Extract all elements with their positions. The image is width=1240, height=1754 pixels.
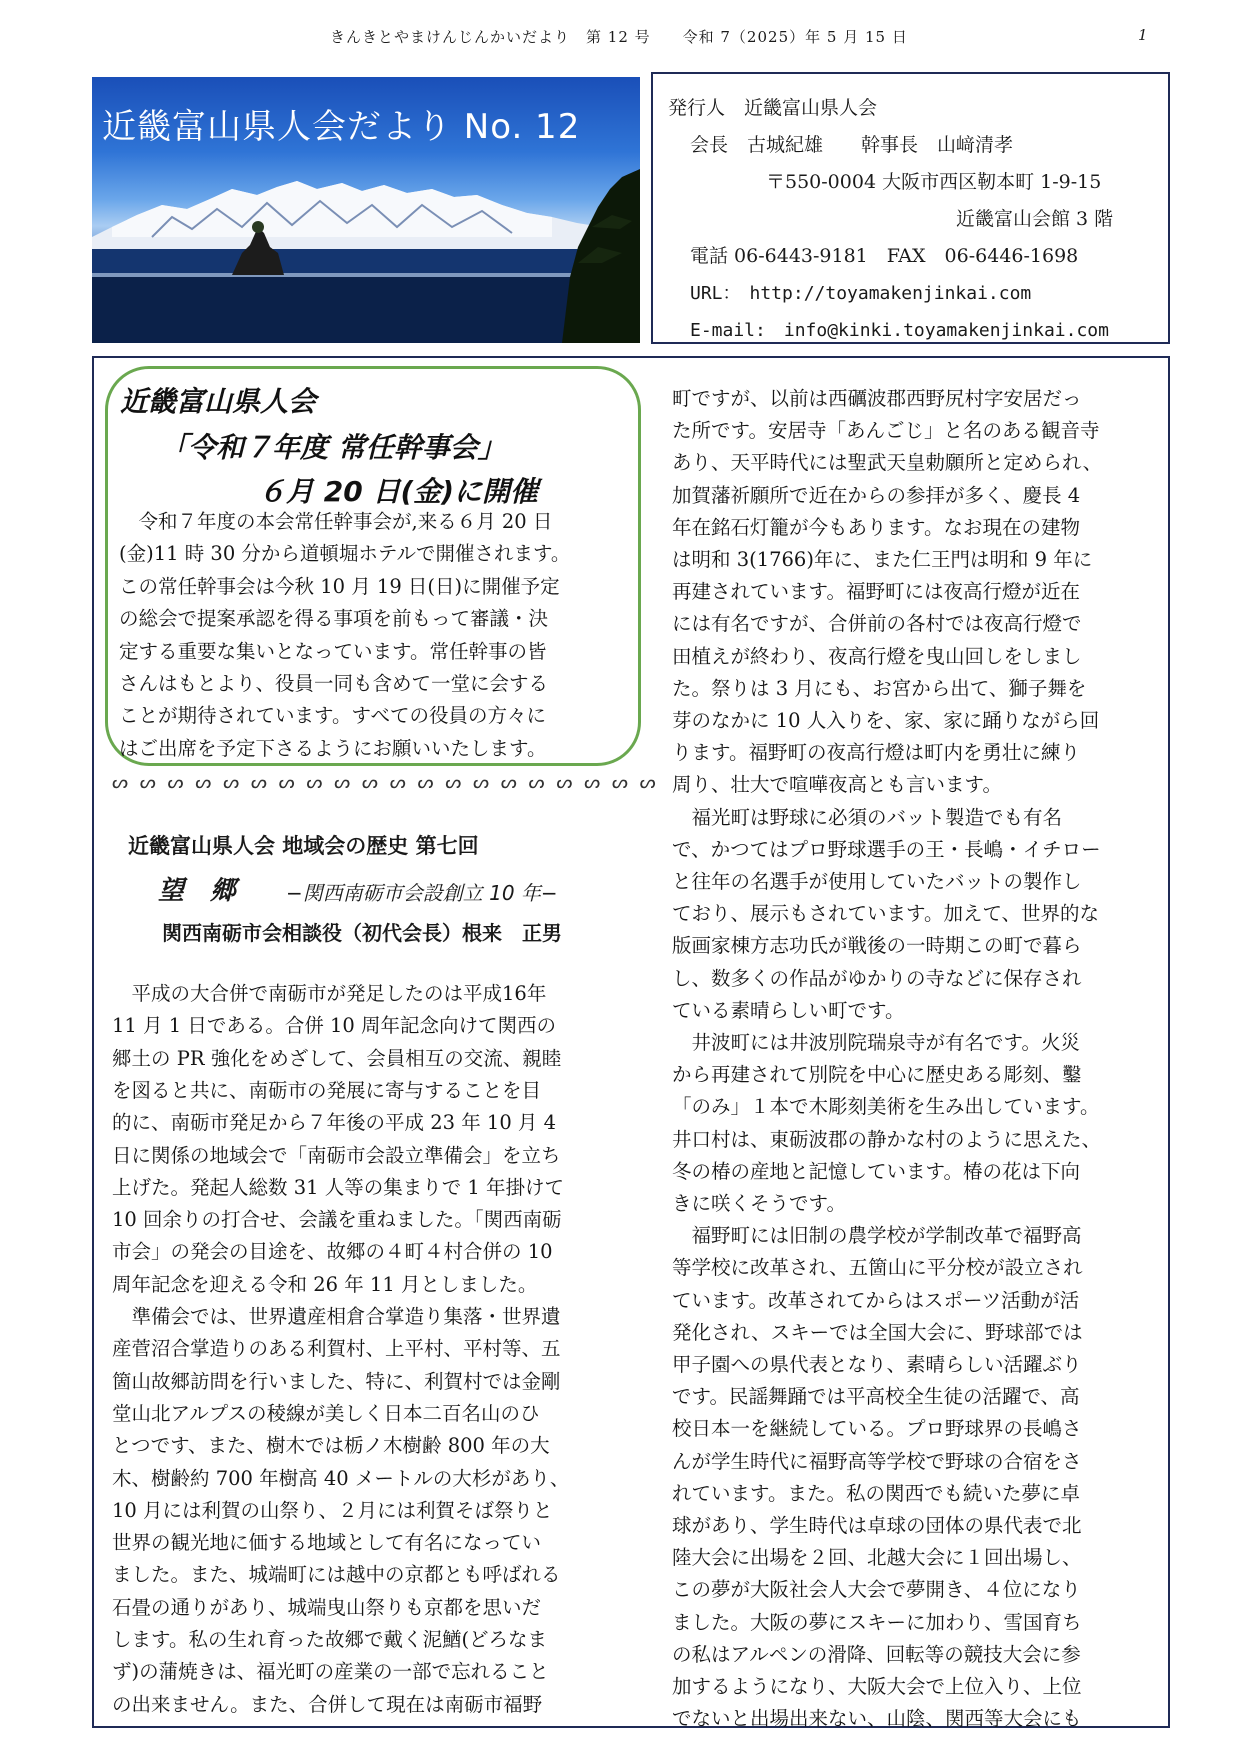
article-line: この夢が大阪社会人大会で夢開き、４位になり xyxy=(672,1578,1081,1602)
article-line: た所です。安居寺「あんごじ」と名のある観音寺 xyxy=(672,419,1100,443)
article-line: から再建されて別院を中心に歴史ある彫刻、鑿 xyxy=(672,1063,1082,1087)
article-line: の出来ません。また、合併して現在は南砺市福野 xyxy=(112,1692,543,1716)
article-line: 木、樹齢約 700 年樹高 40 メートルの大杉があり、 xyxy=(112,1466,570,1490)
article-line: です。民謡舞踊では平高校全生徒の活躍で、高 xyxy=(672,1385,1080,1409)
notice-line: の総会で提案承認を得る事項を前もって審議・決 xyxy=(119,607,549,631)
article-line: し、数多くの作品がゆかりの寺などに保存され xyxy=(672,966,1082,990)
article-series: 近畿富山県人会 地域会の歴史 第七回 xyxy=(128,834,479,858)
url-line[interactable]: URL： http://toyamakenjinkai.com xyxy=(690,283,1032,304)
address-line: 〒550-0004 大阪市西区靭本町 1-9-15 xyxy=(766,171,1102,193)
article-line: 11 月 1 日である。合併 10 周年記念向けて関西の xyxy=(112,1014,557,1038)
running-head-text: きんきとやまけんじんかいだより 第 12 号 令和 7（2025）年 5 月 15 日 xyxy=(330,28,908,46)
article-line: 田植えが終わり、夜高行燈を曳山回しをしまし xyxy=(672,644,1082,668)
article-line: を図ると共に、南砺市の発展に寄与することを目 xyxy=(112,1078,542,1102)
article-line: でないと出場出来ない、山陰、関西等大会にも xyxy=(672,1707,1082,1731)
notice-heading-date: ６月 20 日(金)に開催 xyxy=(258,475,539,508)
article-line: ず)の蒲焼きは、福光町の産業の一部で忘れること xyxy=(112,1660,549,1684)
article-line: 石畳の通りがあり、城端曳山祭りも京都を思いだ xyxy=(112,1595,542,1619)
notice-line: ことが期待されています。すべての役員の方々に xyxy=(119,704,547,728)
article-line: 甲子園への県代表となり、素晴らしい活躍ぶり xyxy=(672,1353,1082,1376)
article-line: 版画家棟方志功氏が戦後の一時期この町で暮ら xyxy=(672,934,1082,958)
decorative-divider: ᔕ ᔕ ᔕ ᔕ ᔕ ᔕ ᔕ ᔕ ᔕ ᔕ ᔕ ᔕ ᔕ ᔕ ᔕ ᔕ ᔕ ᔕ ᔕ ᔕ xyxy=(112,772,659,793)
article-line: には有名ですが、合併前の各村では夜高行燈で xyxy=(672,612,1082,636)
notice-heading-org: 近畿富山県人会 xyxy=(120,385,317,418)
article-line: 周年記念を迎える令和 26 年 11 月としました。 xyxy=(112,1272,538,1296)
running-header xyxy=(0,26,1240,50)
article-line: 「のみ」１本で木彫刻美術を生み出しています。 xyxy=(672,1095,1100,1119)
article-line: 10 回余りの打合せ、会議を重ねました。「関西南砺 xyxy=(112,1208,562,1232)
article-line: れています。また。私の関西でも続いた夢に卓 xyxy=(672,1481,1080,1505)
article-line: 井波町には井波別院瑞泉寺が有名です。火災 xyxy=(672,1031,1080,1054)
article-line: 的に、南砺市発足から７年後の平成 23 年 10 月 4 xyxy=(112,1111,557,1135)
newsletter-title: 近畿富山県人会だより No. 12 xyxy=(102,107,581,147)
chairman-line: 会長 古城紀雄 幹事長 山﨑清孝 xyxy=(690,134,1014,156)
article-line: 井口村は、東砺波郡の静かな村のように思えた、 xyxy=(672,1127,1102,1151)
article-line: 芽のなかに 10 人入りを、家、家に踊りながら回 xyxy=(672,709,1100,732)
article-line: んが学生時代に福野高等学校で野球の合宿をさ xyxy=(672,1449,1082,1473)
article-line: 球があり、学生時代は卓球の団体の県代表で北 xyxy=(672,1514,1082,1537)
article-line: 福光町は野球に必須のバット製造でも有名 xyxy=(672,805,1063,829)
notice-heading-event: 「令和７年度 常任幹事会」 xyxy=(160,431,506,464)
article-line: ました。また、城端町には越中の京都とも呼ばれる xyxy=(112,1563,561,1587)
article-line: 日に関係の地域会で「南砺市会設立準備会」を立ち xyxy=(112,1143,561,1167)
article-line: きに咲くそうです。 xyxy=(672,1192,846,1215)
notice-line: はご出席を予定下さるようにお願いいたします。 xyxy=(119,736,547,760)
article-title: 望 郷 xyxy=(158,876,237,906)
article-line: 産菅沼合掌造りのある利賀村、上平村、平村等、五 xyxy=(112,1337,561,1361)
page-number: 1 xyxy=(1138,26,1148,44)
notice-line: 定する重要な集いとなっています。常任幹事の皆 xyxy=(119,639,547,663)
notice-line: 令和７年度の本会常任幹事会が,来る６月 20 日 xyxy=(119,510,553,533)
article-subtitle: −関西南砺市会設創立 10 年− xyxy=(286,881,558,905)
article-line: とつです、また、樹木では栃ノ木樹齢 800 年の大 xyxy=(112,1434,550,1458)
phone-fax-line: 電話 06-6443-9181 FAX 06-6446-1698 xyxy=(690,245,1079,267)
article-line: の私はアルペンの滑降、回転等の競技大会に参 xyxy=(672,1642,1081,1666)
article-line: 発化され、スキーでは全国大会に、野球部では xyxy=(672,1320,1083,1344)
article-line: 等学校に改革され、五箇山に平分校が設立され xyxy=(672,1256,1083,1280)
article-line: 年在銘石灯籠が今もあります。なお現在の建物 xyxy=(672,515,1080,539)
article-line: 堂山北アルプスの稜線が美しく日本二百名山のひ xyxy=(112,1401,540,1425)
article-line: と往年の名選手が使用していたバットの製作し xyxy=(672,870,1082,893)
article-line: た。祭りは 3 月にも、お宮から出て、獅子舞を xyxy=(672,676,1087,700)
article-line: 平成の大合併で南砺市が発足したのは平成16年 xyxy=(112,982,547,1005)
article-line: 町ですが、以前は西礪波郡西野尻村字安居だっ xyxy=(672,387,1082,410)
article-line: ています。改革されてからはスポーツ活動が活 xyxy=(672,1288,1080,1312)
article-line: 準備会では、世界遺産相倉合掌造り集落・世界遺 xyxy=(112,1305,561,1328)
notice-line: (金)11 時 30 分から道頓堀ホテルで開催されます。 xyxy=(119,542,571,566)
article-line: します。私の生れ育った故郷で戴く泥鰌(どろなま xyxy=(112,1628,548,1651)
article-line: ている素晴らしい町です。 xyxy=(672,998,905,1022)
article-line: 箇山故郷訪問を行いました、特に、利賀村では金剛 xyxy=(112,1369,561,1393)
notice-line: さんはもとより、役員一同も含めて一堂に会する xyxy=(119,672,549,695)
article-line: は明和 3(1766)年に、また仁王門は明和 9 年に xyxy=(672,548,1093,571)
article-line: 福野町には旧制の農学校が学制改革で福野高 xyxy=(672,1224,1082,1248)
article-line: あり、天平時代には聖武天皇勅願所と定められ、 xyxy=(672,451,1103,475)
article-byline: 関西南砺市会相談役（初代会長）根来 正男 xyxy=(162,921,562,945)
article-line: ました。大阪の夢にスキーに加わり、雪国育ち xyxy=(672,1610,1082,1634)
article-line: 世界の観光地に価する地域として有名になってい xyxy=(112,1531,542,1555)
article-line: 市会」の発会の目途を、故郷の４町４村合併の 10 xyxy=(112,1240,553,1264)
article-line: 10 月には利賀の山祭り、２月には利賀そば祭りと xyxy=(112,1498,553,1522)
article-line: ており、展示もされています。加えて、世界的な xyxy=(672,902,1100,926)
article-line: 周り、壮大で喧嘩夜高とも言います。 xyxy=(672,773,1002,797)
article-line: 校日本一を継続している。プロ野球界の長嶋さ xyxy=(672,1417,1082,1441)
email-line[interactable]: E-mail: info@kinki.toyamakenjinkai.com xyxy=(690,320,1109,341)
article-line: 冬の椿の産地と記憶しています。椿の花は下向 xyxy=(672,1159,1080,1183)
article-line: 陸大会に出場を２回、北越大会に１回出場し、 xyxy=(672,1546,1082,1570)
article-line: 加するようになり、大阪大会で上位入り、上位 xyxy=(672,1675,1082,1698)
publisher-line: 発行人 近畿富山県人会 xyxy=(668,97,878,119)
building-line: 近畿富山会館 3 階 xyxy=(956,208,1114,230)
article-line: 加賀藩祈願所で近在からの参拝が多く、慶長 4 xyxy=(672,483,1081,507)
article-line: で、かつてはプロ野球選手の王・長嶋・イチロー xyxy=(672,837,1101,861)
masthead-banner xyxy=(92,77,640,343)
article-line: 郷土の PR 強化をめざして、会員相互の交流、親睦 xyxy=(112,1046,562,1070)
notice-line: この常任幹事会は今秋 10 月 19 日(日)に開催予定 xyxy=(119,574,560,598)
article-line: 上げた。発起人総数 31 人等の集まりで 1 年掛けて xyxy=(112,1175,565,1199)
article-line: 再建されています。福野町には夜高行燈が近在 xyxy=(672,580,1080,604)
article-line: ります。福野町の夜高行燈は町内を勇壮に練り xyxy=(672,741,1080,765)
